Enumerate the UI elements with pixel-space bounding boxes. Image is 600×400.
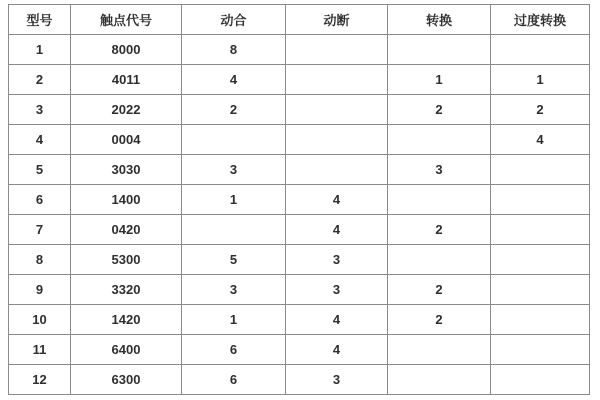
table-cell xyxy=(491,245,590,275)
table-cell: 3 xyxy=(286,245,388,275)
table-cell: 3 xyxy=(286,275,388,305)
table-row xyxy=(9,305,590,335)
column-header: 过度转换 xyxy=(491,5,590,35)
table-cell xyxy=(491,335,590,365)
table-cell: 4011 xyxy=(71,65,182,95)
table-cell xyxy=(388,245,491,275)
table-cell: 6 xyxy=(9,185,71,215)
table-cell: 1 xyxy=(182,305,286,335)
table-cell: 2 xyxy=(491,95,590,125)
table-cell: 1420 xyxy=(71,305,182,335)
table-cell xyxy=(491,155,590,185)
table-cell: 8 xyxy=(9,245,71,275)
contact-table-container xyxy=(8,4,590,395)
table-row xyxy=(9,155,590,185)
table-cell: 0004 xyxy=(71,125,182,155)
table-row xyxy=(9,275,590,305)
table-header xyxy=(9,5,590,35)
table-cell: 3 xyxy=(182,155,286,185)
table-row xyxy=(9,125,590,155)
table-cell: 2 xyxy=(388,215,491,245)
column-header: 动合 xyxy=(182,5,286,35)
header-row xyxy=(9,5,590,35)
table-cell: 3 xyxy=(9,95,71,125)
table-cell xyxy=(491,185,590,215)
table-cell xyxy=(286,35,388,65)
table-cell: 3 xyxy=(182,275,286,305)
table-cell xyxy=(388,365,491,395)
table-row xyxy=(9,95,590,125)
table-cell xyxy=(388,185,491,215)
table-cell xyxy=(388,335,491,365)
table-cell xyxy=(491,35,590,65)
table-cell: 2 xyxy=(182,95,286,125)
table-cell: 2022 xyxy=(71,95,182,125)
table-cell: 1 xyxy=(388,65,491,95)
table-cell: 8 xyxy=(182,35,286,65)
table-cell: 5 xyxy=(9,155,71,185)
table-cell: 9 xyxy=(9,275,71,305)
table-row xyxy=(9,335,590,365)
table-cell: 3320 xyxy=(71,275,182,305)
table-cell: 3 xyxy=(388,155,491,185)
table-cell: 4 xyxy=(9,125,71,155)
table-cell xyxy=(286,155,388,185)
table-cell: 6300 xyxy=(71,365,182,395)
table-cell: 2 xyxy=(388,275,491,305)
table-cell: 6 xyxy=(182,365,286,395)
table-cell: 2 xyxy=(9,65,71,95)
table-cell: 0420 xyxy=(71,215,182,245)
table-cell: 8000 xyxy=(71,35,182,65)
table-cell xyxy=(182,125,286,155)
table-cell xyxy=(388,35,491,65)
column-header: 触点代号 xyxy=(71,5,182,35)
table-cell xyxy=(286,95,388,125)
table-cell: 3030 xyxy=(71,155,182,185)
table-cell: 4 xyxy=(182,65,286,95)
table-cell: 4 xyxy=(491,125,590,155)
table-cell: 4 xyxy=(286,335,388,365)
table-cell: 5 xyxy=(182,245,286,275)
table-cell: 6 xyxy=(182,335,286,365)
table-row xyxy=(9,35,590,65)
column-header: 型号 xyxy=(9,5,71,35)
table-row xyxy=(9,185,590,215)
table-cell: 2 xyxy=(388,305,491,335)
table-cell: 4 xyxy=(286,185,388,215)
table-row xyxy=(9,65,590,95)
table-cell xyxy=(286,65,388,95)
table-cell: 11 xyxy=(9,335,71,365)
column-header: 转换 xyxy=(388,5,491,35)
table-cell: 4 xyxy=(286,215,388,245)
table-cell: 1 xyxy=(182,185,286,215)
contact-table xyxy=(8,4,590,395)
table-cell xyxy=(491,275,590,305)
table-cell: 4 xyxy=(286,305,388,335)
table-cell: 5300 xyxy=(71,245,182,275)
table-row xyxy=(9,365,590,395)
table-cell: 1 xyxy=(9,35,71,65)
table-cell xyxy=(182,215,286,245)
table-cell xyxy=(388,125,491,155)
table-row xyxy=(9,245,590,275)
table-cell: 1400 xyxy=(71,185,182,215)
column-header: 动断 xyxy=(286,5,388,35)
table-cell xyxy=(491,305,590,335)
table-cell: 12 xyxy=(9,365,71,395)
table-row xyxy=(9,215,590,245)
table-cell: 7 xyxy=(9,215,71,245)
table-cell: 10 xyxy=(9,305,71,335)
table-cell: 1 xyxy=(491,65,590,95)
table-body xyxy=(9,35,590,395)
table-cell: 2 xyxy=(388,95,491,125)
table-cell xyxy=(286,125,388,155)
table-cell: 3 xyxy=(286,365,388,395)
table-cell xyxy=(491,215,590,245)
table-cell: 6400 xyxy=(71,335,182,365)
table-cell xyxy=(491,365,590,395)
